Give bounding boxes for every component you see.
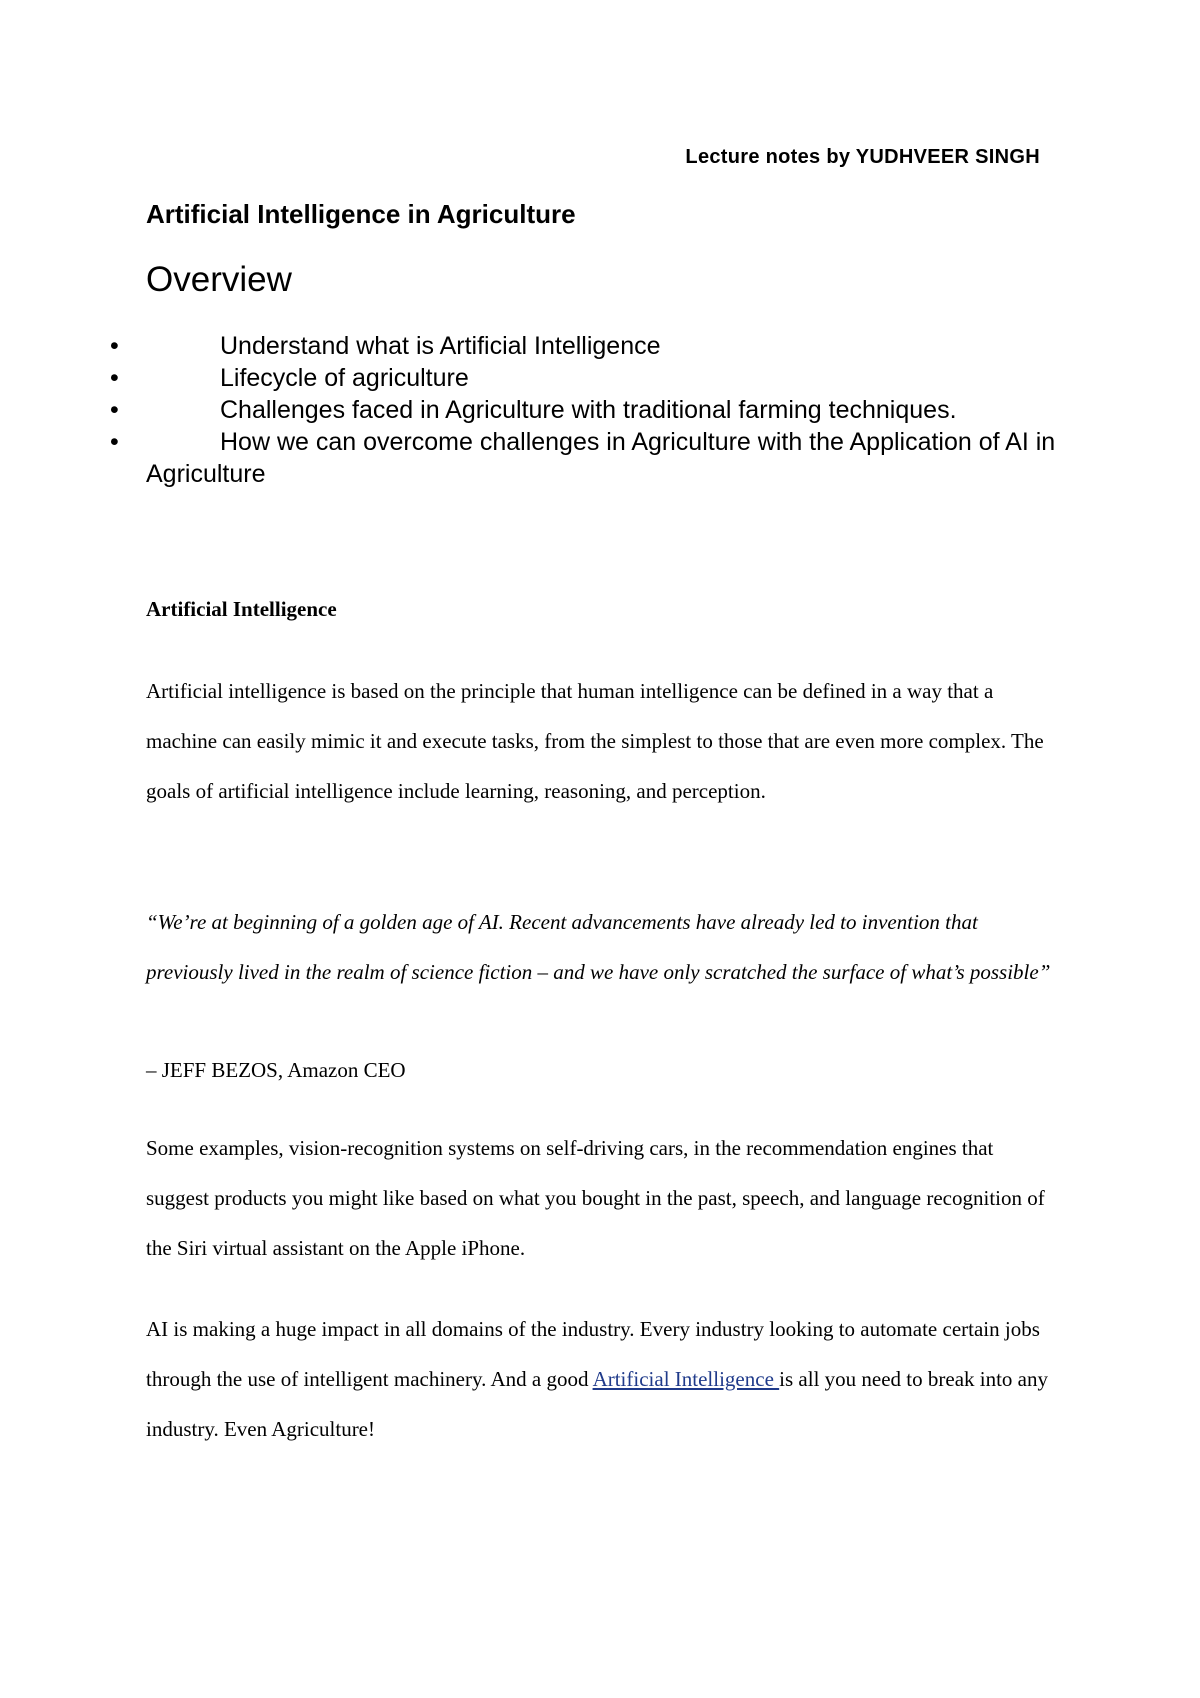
list-item <box>100 330 1060 362</box>
paragraph-intro: Artificial intelligence is based on the principle that human intelligence can be defined in a way that a machine can easily mimic it and execute tasks, from the simplest to those that are even more complex. The goals of artificial intelligence include learning, reasoning, and perception. <box>146 679 1044 803</box>
bullet-icon: • <box>110 396 119 424</box>
document-title: Artificial Intelligence in Agriculture <box>146 199 576 229</box>
list-item <box>100 362 1060 394</box>
list-item-text: Lifecycle of agriculture <box>220 364 469 392</box>
author-line: Lecture notes by YUDHVEER SINGH <box>685 146 1040 168</box>
quote-text: “We’re at beginning of a golden age of AI. Recent advancements have already led to invention that previously lived in the realm of science fiction – and we have only scratched the surface of what’s possible” <box>146 910 1051 984</box>
overview-list <box>100 330 1060 490</box>
overview-heading: Overview <box>146 260 292 299</box>
bullet-icon: • <box>110 332 119 360</box>
artificial-intelligence-link[interactable]: Artificial Intelligence <box>592 1367 780 1391</box>
list-item <box>100 426 1060 490</box>
section-heading: Artificial Intelligence <box>146 597 337 621</box>
quote-attribution: – JEFF BEZOS, Amazon CEO <box>146 1058 406 1082</box>
paragraph-impact-text-start: AI is making a huge impact in all domains of the industry. Every industry looking to automate certain jobs through the use of intelligent machinery. And a good <box>146 1317 1040 1391</box>
paragraph-examples: Some examples, vision-recognition systems on self-driving cars, in the recommendation engines that suggest products you might like based on what you bought in the past, speech, and language recognition of the Siri virtual assistant on the Apple iPhone. <box>146 1136 1045 1260</box>
list-item <box>100 394 1060 426</box>
bullet-icon: • <box>110 364 119 392</box>
list-item-text: How we can overcome challenges in Agriculture with the Application of AI in Agriculture <box>146 428 1056 488</box>
paragraph-impact <box>146 1304 1056 1454</box>
paragraph-impact-text-end: is all you need to break into any industry. Even Agriculture! <box>146 1367 1049 1441</box>
list-item-text: Understand what is Artificial Intelligence <box>220 332 661 360</box>
list-item-text: Challenges faced in Agriculture with traditional farming techniques. <box>220 396 957 424</box>
bullet-icon: • <box>110 428 119 456</box>
